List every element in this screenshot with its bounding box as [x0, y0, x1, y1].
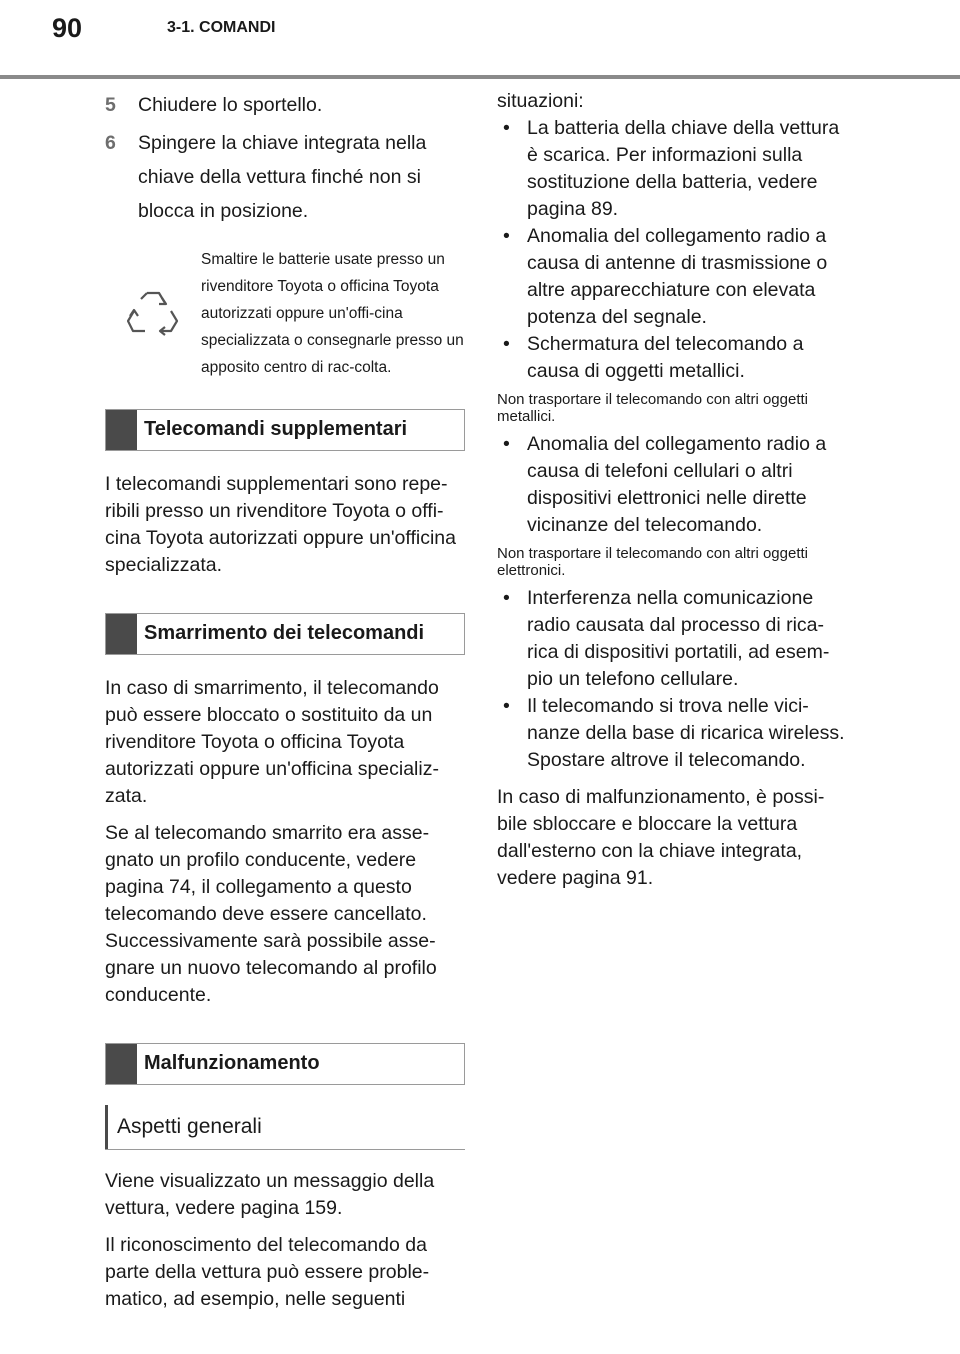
bullet-glyph: •: [503, 587, 510, 609]
step-item: [105, 88, 465, 122]
list-item-text: Schermatura del telecomando a causa di oggetti metallici.: [527, 333, 804, 382]
list-item: [497, 331, 852, 385]
paragraph: Viene visualizzato un messaggio della vettura, vedere pagina 159.: [105, 1170, 435, 1219]
recycle-icon: [105, 246, 201, 381]
list-item-text: Il telecomando si trova nelle vici-nanze della base di ricarica wireless. Spostare altrove il telecomando.: [527, 695, 845, 771]
list-item-text: La batteria della chiave della vettura è scarica. Per informazioni sulla sostituzione della batteria, vedere pagina 89.: [527, 117, 840, 220]
section-title: Smarrimento dei telecomandi: [144, 622, 425, 644]
bullet-glyph: •: [503, 225, 510, 247]
bullet-glyph: •: [503, 333, 510, 355]
paragraph: situazioni:: [497, 90, 584, 112]
paragraph: In caso di smarrimento, il telecomando può essere bloccato o sostituito da un rivenditore Toyota o officina Toyota autorizzati oppure un'officina specializ-zata.: [105, 677, 439, 807]
paragraph: I telecomandi supplementari sono repe-ribili presso un rivenditore Toyota o offi-cina Toyota autorizzati oppure un'officina specializzata.: [105, 473, 456, 576]
page-header: [0, 0, 960, 80]
list-item: [497, 223, 852, 331]
list-item: [497, 585, 852, 693]
list-item-text: Interferenza nella comunicazione radio causata dal processo di rica-rica di dispositivi portatili, ad esem-pio un telefono cellulare.: [527, 587, 830, 690]
subheading-marker: [105, 1105, 108, 1149]
chapter-title: 3-1. COMANDI: [167, 19, 276, 36]
recycling-note: [105, 246, 465, 381]
list-item: [497, 115, 852, 223]
header-divider: [0, 75, 960, 79]
bullet-glyph: •: [503, 117, 510, 139]
section-heading-malfunzionamento: [105, 1043, 465, 1085]
page-number: 90: [51, 13, 83, 43]
bullet-glyph: •: [503, 433, 510, 455]
step-number: 5: [105, 94, 116, 116]
list-item: [497, 693, 852, 774]
step-number: 6: [105, 132, 116, 154]
section-heading-supplementari: [105, 409, 465, 451]
paragraph: Il riconoscimento del telecomando da parte della vettura può essere proble-matico, ad esempio, nelle seguenti: [105, 1234, 430, 1310]
paragraph: In caso di malfunzionamento, è possi-bile sbloccare e bloccare la vettura dall'esterno con la chiave integrata, vedere pagina 91.: [497, 786, 825, 889]
heading-marker: [106, 410, 137, 450]
bullet-glyph: •: [503, 695, 510, 717]
heading-marker: [106, 1044, 137, 1084]
section-title: Telecomandi supplementari: [144, 418, 408, 440]
heading-marker: [106, 614, 137, 654]
note-small: Non trasportare il telecomando con altri oggetti elettronici.: [497, 545, 809, 579]
left-column: [105, 88, 465, 1313]
section-title: Malfunzionamento: [144, 1052, 320, 1074]
step-item: [105, 126, 465, 228]
right-column: [497, 88, 852, 892]
subsection-heading: [105, 1105, 465, 1150]
step-text: Spingere la chiave integrata nella chiave della vettura finché non si blocca in posizione.: [138, 132, 427, 222]
paragraph: Se al telecomando smarrito era asse-gnato un profilo conducente, vedere pagina 74, il collegamento a questo telecomando deve essere cancellato. Successivamente sarà possibile asse-gnare un nuovo telecomando al profilo conducente.: [105, 822, 437, 1006]
recycling-note-text: Smaltire le batterie usate presso un rivenditore Toyota o officina Toyota autorizzati oppure un'offi-cina specializzata o consegnarle presso un apposito centro di rac-colta.: [201, 251, 464, 376]
list-item: [497, 431, 852, 539]
list-item-text: Anomalia del collegamento radio a causa di antenne di trasmissione o altre apparecchiature con elevata potenza del segnale.: [527, 225, 828, 328]
section-heading-smarrimento: [105, 613, 465, 655]
list-item-text: Anomalia del collegamento radio a causa di telefoni cellulari o altri dispositivi elettronici nelle dirette vicinanze del telecomando.: [527, 433, 827, 536]
subsection-title: Aspetti generali: [117, 1115, 262, 1138]
step-text: Chiudere lo sportello.: [138, 94, 323, 116]
note-small: Non trasportare il telecomando con altri oggetti metallici.: [497, 391, 809, 425]
